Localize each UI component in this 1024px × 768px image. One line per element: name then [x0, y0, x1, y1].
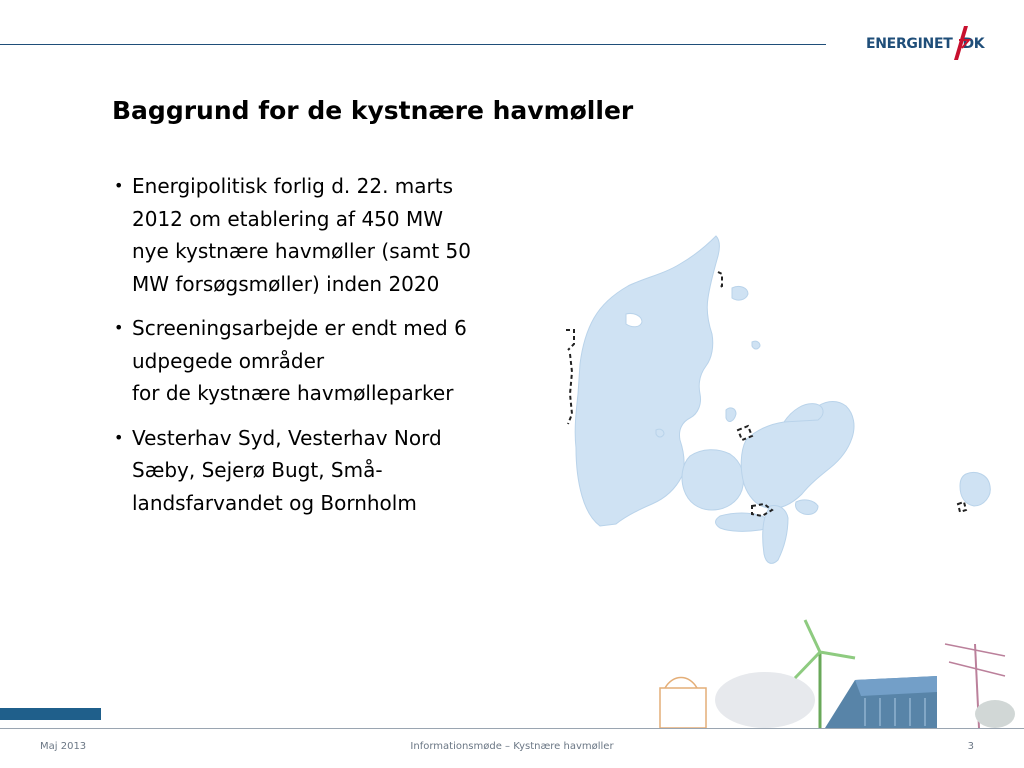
- page-number: 3: [967, 741, 974, 752]
- area-bornholm: [958, 502, 966, 512]
- logo-slash-icon: [950, 26, 972, 60]
- map-laeso: [732, 286, 748, 300]
- energinet-logo: [866, 24, 990, 64]
- area-vesterhav-syd: [568, 354, 572, 424]
- area-sejeroe-bugt: [738, 426, 752, 440]
- logo-part2: DK: [962, 36, 985, 52]
- map-funen: [682, 450, 744, 510]
- area-saeby: [718, 272, 722, 288]
- footer-title: Informationsmøde – Kystnære havmøller: [410, 741, 614, 752]
- map-bornholm: [960, 473, 990, 507]
- map-samsoe: [726, 408, 736, 422]
- logo-part1: ENERGINET: [866, 36, 953, 52]
- footer-illustration: [655, 618, 1024, 730]
- bullet-item: • Vesterhav Syd, Vesterhav Nord Sæby, Sejerø Bugt, Små- landsfarvandet og Bornholm: [112, 422, 532, 520]
- bullet-list: [112, 170, 532, 531]
- accent-bar: [0, 708, 101, 720]
- bullet-item: • Energipolitisk forlig d. 22. marts 2012 om etablering af 450 MW nye kystnære havmøller (samt 50 MW forsøgsmøller) inden 2020: [112, 170, 532, 300]
- slide-title: Baggrund for de kystnære havmøller: [112, 96, 634, 125]
- map-small-island: [656, 429, 664, 437]
- header-rule: [0, 44, 826, 45]
- map-moen: [795, 500, 818, 515]
- map-anholt: [752, 341, 760, 349]
- denmark-map: [556, 234, 996, 568]
- map-north-zealand: [784, 404, 823, 422]
- area-vesterhav-nord: [566, 330, 574, 350]
- footer-date: Maj 2013: [40, 741, 87, 752]
- bullet-item: • Screeningsarbejde er endt med 6 udpegede områder for de kystnære havmølleparker: [112, 312, 532, 410]
- footer-rule: [0, 728, 1024, 729]
